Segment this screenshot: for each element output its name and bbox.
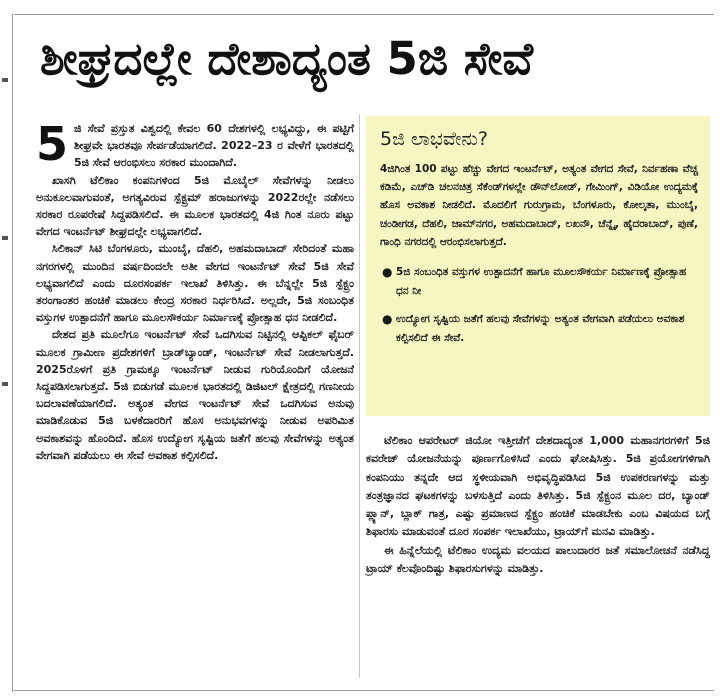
box-bullet-item: ● 5ಜಿ ಸಂಬಂಧಿತ ವಸ್ತುಗಳ ಉತ್ಪಾದನೆಗೆ ಹಾಗೂ ಮೂಲಸೌಕರ್ಯ ನಿರ್ಮಾಣಕ್ಕೆ ಪ್ರೋತ್ಸಾಹ ಧನ ನೀ: [382, 265, 687, 297]
article-paragraph: ದೇಶದ ಪ್ರತಿ ಮೂಲೆಗೂ ಇಂಟರ್ನೆಟ್ ಸೇವೆ ಒದಗಿಸುವ ನಿಟ್ಟಿನಲ್ಲಿ ಆಪ್ಟಿಕಲ್ ಫೈಬರ್ ಮೂಲಕ ಗ್ರಾಮೀಣ ಪ್ರದೇಶಗಳಿಗೆ ಬ್ರಾಡ್‌ಬ್ಯಾಂಡ್, ಇಂಟರ್ನೆಟ್ ಸೇವೆ ನೀಡಲಾಗುತ್ತದೆ. 2025ರೊಳಗೆ ಪ್ರತಿ ಗ್ರಾಮಕ್ಕೂ ಇಂಟರ್ನೆಟ್ ನೀಡುವ ಗುರಿಯೊಂದಿಗೆ ಯೋಜನೆ ಸಿದ್ದಪಡಿಸಲಾಗುತ್ತದೆ. 5ಜಿ ಬಿಡುಗಡೆ ಮೂಲಕ ಭಾರತದಲ್ಲಿ ಡಿಜಿಟಲ್ ಕ್ಷೇತ್ರದಲ್ಲಿ ಗಣನೀಯ ಬದಲಾವಣೆಯಾಗಲಿದೆ. ಅತ್ಯಂತ ವೇಗದ ಇಂಟರ್ನೆಟ್ ಸೇವೆ ಒದಗಿಸುವ ಅನುವು ಮಾಡಿಕೊಡುವ 5ಜಿ ಬಳಕೆದಾರರಿಗೆ ಹೊಸ ಅನುಭವಗಳನ್ನು ನೀಡುವ ಅಪರಿಮಿತ ಅವಕಾಶವನ್ನು ಹೊಂದಿದೆ. ಹೊಸ ಉದ್ಯೋಗ ಸೃಷ್ಟಿಯ ಜತೆಗೆ ಹಲವು ಸೇವೆಗಳನ್ನು ಅತ್ಯಂತ ವೇಗವಾಗಿ ಪಡೆಯಲು ಈ ಸೇವೆ ಅವಕಾಶ ಕಲ್ಪಿಸಲಿದೆ.: [36, 328, 354, 462]
left-rule: [12, 14, 13, 692]
bullet-icon: ●: [382, 265, 393, 280]
article-paragraph: ಈ ಹಿನ್ನೆಲೆಯಲ್ಲಿ ಟೆಲಿಕಾಂ ಉದ್ಯಮ ವಲಯದ ಪಾಲುದಾರರ ಜತೆ ಸಮಾಲೋಚನೆ ನಡೆಸಿದ್ದ ಟ್ರಾಯ್ ಕೆಲವೊಂದಿಷ್ಟು ಶಿಫಾರಸುಗಳನ್ನು ಮಾಡಿತ್ತು.: [366, 543, 710, 576]
article-paragraph: ಸಿಲಿಕಾನ್ ಸಿಟಿ ಬೆಂಗಳೂರು, ಮುಂಬೈ, ದೆಹಲಿ, ಅಹಮದಾಬಾದ್ ಸೇರಿದಂತೆ ಮಹಾ ನಗರಗಳಲ್ಲಿ ಮುಂದಿನ ವರ್ಷದಿಂದಲೇ ಅತೀ ವೇಗದ ಇಂಟರ್ನೆಟ್ ಸೇವೆ 5ಜಿ ಸೇವೆ ಲಭ್ಯವಾಗಲಿದೆ ಎಂದು ದೂರಸಂಪರ್ಕ ಇಲಾಖೆ ತಿಳಿಸಿತ್ತು. ಈ ಬೆನ್ನಲ್ಲೇ 5ಜಿ ಸ್ಪೆಕ್ಟ್ರಂ ತರಂಗಾಂತರ ಹಂಚಿಕೆ ಮಾಡಲು ಕೇಂದ್ರ ಸರಕಾರ ನಿರ್ಧರಿಸಿದೆ. ಅಲ್ಲದೇ, 5ಜಿ ಸಂಬಂಧಿತ ವಸ್ತುಗಳ ಉತ್ಪಾದನೆಗೆ ಹಾಗೂ ಮೂಲಸೌಕರ್ಯ ನಿರ್ಮಾಣಕ್ಕೆ ಪ್ರೋತ್ಸಾಹ ಧನ ನೀಡಲಿದೆ.: [36, 242, 354, 325]
box-body: 4ಜಿಗಿಂತ 100 ಪಟ್ಟು ಹೆಚ್ಚು ವೇಗದ ಇಂಟರ್ನೆಟ್, ಅತ್ಯಂತ ವೇಗದ ಸೇವೆ, ನಿರ್ವಹಣಾ ವೆಚ್ಚ ಕಡಿಮೆ, ಎಚ್‌ಡಿ ಚಲನಚಿತ್ರ ಸೆಕೆಂಡ್‌ಗಳಲ್ಲೇ ಡೌನ್‌ಲೋಡ್, ಗೇಮಿಂಗ್, ವಿಡಿಯೋ ಉದ್ಯಮಕ್ಕೆ ಹೊಸ ಅವಕಾಶ ನೀಡಲಿದೆ. ಮೊದಲಿಗೆ ಗುರುಗ್ರಾಮ, ಬೆಂಗಳೂರು, ಕೋಲ್ಕತಾ, ಮುಂಬೈ, ಚಂಡೀಗಡ, ದೆಹಲಿ, ಜಾಮ್‌ನಗರ, ಅಹಮದಾಬಾದ್, ಲಖನೌ, ಚೆನ್ನೈ, ಹೈದರಾಬಾದ್, ಪುಣೆ, ಗಾಂಧಿ ನಗರದಲ್ಲಿ ಆರಂಭಿಸಲಾಗುತ್ತದೆ.: [380, 163, 698, 248]
top-rule: [14, 14, 714, 15]
margin-mark: [2, 382, 8, 386]
box-title: 5ಜಿ ಲಾಭವೇನು?: [380, 128, 489, 150]
drop-cap: 5: [36, 117, 69, 171]
article-paragraph: ಟೆಲಿಕಾಂ ಆಪರೇಟರ್ ಜಿಯೋ ಇತ್ತೀಚೆಗೆ ದೇಶದಾದ್ಯಂತ 1,000 ಮಹಾನಗರಗಳಿಗೆ 5ಜಿ ಕವರೇಜ್ ಯೋಜನೆಯನ್ನು ಪೂರ್ಣಗೊಳಿಸಿದೆ ಎಂದು ಘೋಷಿಸಿತ್ತು. 5ಜಿ ಪ್ರಯೋಗಗಳಿಗಾಗಿ ಕಂಪನಿಯು ತನ್ನದೇ ಆದ ಸ್ಥಳೀಯವಾಗಿ ಅಭಿವೃದ್ಧಿಪಡಿಸಿದ 5ಜಿ ಉಪಕರಣಗಳನ್ನು ಮತ್ತು ತಂತ್ರಜ್ಞಾನದ ಘಟಕಗಳನ್ನು ಬಳಸುತ್ತಿದೆ ಎಂದು ತಿಳಿಸಿತ್ತು. 5ಜಿ ಸ್ಪೆಕ್ಟ್ರಂನ ಮೂಲ ದರ, ಬ್ಯಾಂಡ್ ಪ್ಲ್ಯಾನ್, ಬ್ಲಾಕ್ ಗಾತ್ರ, ಎಷ್ಟು ಪ್ರಮಾಣದ ಸ್ಪೆಕ್ಟ್ರಂ ಹಂಚಿಕೆ ಮಾಡಬೇಕು ಎಂಬ ವಿಷಯದ ಬಗ್ಗೆ ಶಿಫಾರಸು ಮಾಡುವಂತೆ ದೂರ ಸಂಪರ್ಕ ಇಲಾಖೆಯು, ಟ್ರಾಯ್‌ಗೆ ಮನವಿ ಮಾಡಿತ್ತು.: [366, 434, 710, 539]
article-left-column: [36, 117, 354, 464]
bullet-icon: ●: [382, 312, 393, 327]
article-paragraph: ಖಾಸಗಿ ಟೆಲಿಕಾಂ ಕಂಪನಿಗಳಿಂದ 5ಜಿ ಮೊಬೈಲ್ ಸೇವೆಗಳನ್ನು ನೀಡಲು ಅನುಕೂಲವಾಗುವಂತೆ, ಅಗತ್ಯವಿರುವ ಸ್ಪೆಕ್ಟ್ರಮ್ ಹರಾಜುಗಳನ್ನು 2022ರಲ್ಲೇ ನಡೆಸಲು ಸರಕಾರ ರೂಪರೇಷೆ ಸಿದ್ದಪಡಿಸಲಿದೆ. ಈ ಮೂಲಕ ಭಾರತದಲ್ಲಿ 4ಜಿ ಗಿಂತ ನೂರು ಪಟ್ಟು ವೇಗದ ಇಂಟರ್ನೆಟ್ ಶೀಘ್ರದಲ್ಲೇ ಲಭ್ಯವಾಗಲಿದೆ.: [36, 173, 354, 239]
margin-mark: [2, 78, 8, 82]
headline: ಶೀಘ್ರದಲ್ಲೇ ದೇಶಾದ್ಯಂತ 5ಜಿ ಸೇವೆ: [40, 32, 534, 85]
column-divider: [359, 114, 360, 678]
box-bullet-item: ● ಉದ್ಯೋಗ ಸೃಷ್ಟಿಯ ಜತೆಗೆ ಹಲವು ಸೇವೆಗಳನ್ನು ಅತ್ಯಂತ ವೇಗವಾಗಿ ಪಡೆಯಲು ಅವಕಾಶ ಕಲ್ಪಿಸಲಿದೆ ಈ ಸೇವೆ.: [382, 312, 685, 344]
article-paragraph: 5 ಜಿ ಸೇವೆ ಪ್ರಸ್ತುತ ವಿಶ್ವದಲ್ಲಿ ಕೇವಲ 60 ದೇಶಗಳಲ್ಲಿ ಲಭ್ಯವಿದ್ದು, ಈ ಪಟ್ಟಿಗೆ ಶೀಘ್ರವೇ ಭಾರತವೂ ಸೇರ್ಪಡೆಯಾಗಲಿದೆ. 2022–23 ರ ವೇಳೆಗೆ ಭಾರತದಲ್ಲಿ 5ಜಿ ಸೇವೆ ಆರಂಭಿಸಲು ಸರಕಾರ ಮುಂದಾಗಿದೆ.: [36, 117, 354, 171]
margin-mark: [2, 236, 8, 240]
article-right-column: [366, 432, 710, 578]
benefits-box: [366, 116, 710, 416]
bottom-rule: [14, 690, 714, 691]
box-bullet-list: [380, 263, 698, 347]
